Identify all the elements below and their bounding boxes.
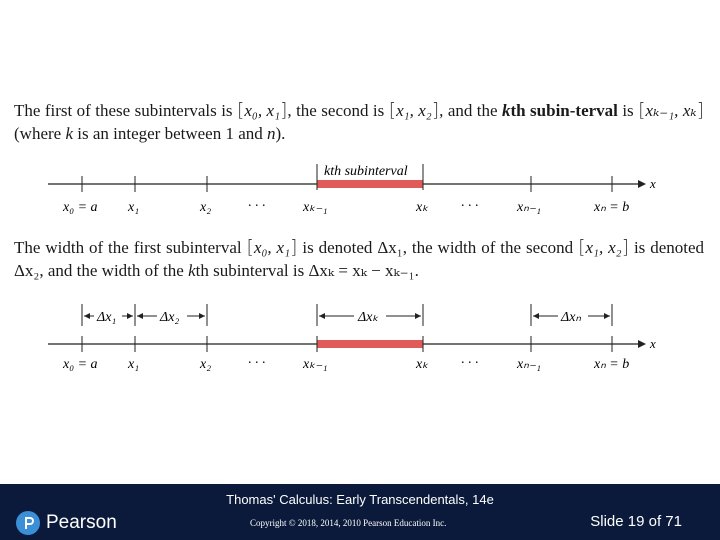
tick-x1: x₁ — [128, 357, 140, 372]
figure-subinterval-kth — [0, 160, 720, 230]
footer-bar — [0, 484, 720, 540]
text: ). — [275, 124, 286, 143]
width-dxn: Δxₙ — [561, 310, 582, 325]
axis-label: x — [650, 336, 656, 351]
tick-x0: x₀ = a — [63, 357, 98, 372]
text: The first of these subintervals is — [14, 101, 233, 120]
tick-xn-1: xₙ₋₁ — [517, 357, 542, 372]
text: (where — [14, 124, 62, 143]
figure-widths — [0, 300, 720, 370]
tick-xn-1: xₙ₋₁ — [517, 200, 542, 215]
text: th subinterval is Δxₖ = xₖ − xₖ₋₁. — [195, 261, 419, 280]
paragraph-widths: The width of the first subinterval [x₀, x₁] is denoted Δx₁, the width of the second [x₁, x₂] is denoted Δx₂, and the width of the kth subinterval is Δxₖ = xₖ − xₖ₋₁. — [14, 236, 705, 280]
tick-x0: x₀ = a — [63, 200, 98, 215]
interval-1: x₀, x₁ — [244, 101, 280, 120]
text: is an integer between 1 and — [77, 124, 263, 143]
slide-number: Slide 19 of 71 — [590, 513, 682, 530]
kth-subinterval-label: kth subinterval — [324, 164, 408, 179]
text: The width of the first subinterval — [14, 238, 242, 257]
interval-1: x₀, x₁ — [253, 238, 291, 257]
axis-label: x — [650, 176, 656, 191]
tick-xk-1: xₖ₋₁ — [303, 200, 328, 215]
pearson-wordmark: Pearson — [46, 512, 117, 533]
text: th subin-terval — [510, 101, 618, 120]
tick-x1: x₁ — [128, 200, 140, 215]
interval-2: x₁, x₂ — [396, 101, 432, 120]
text: is denoted Δx₂, and the width of the — [14, 238, 705, 280]
width-dx2: Δx₂ — [160, 310, 180, 325]
interval-2: x₁, x₂ — [585, 238, 622, 257]
k-variable: k — [65, 124, 73, 143]
copyright-text: Copyright © 2018, 2014, 2010 Pearson Education Inc. — [250, 518, 447, 528]
paragraph-subintervals: The first of these subintervals is [x₀, x₁], the second is [x₁, x₂], and the kth subin-terval is [xₖ₋₁, xₖ] (where k is an integer between 1 and n). — [14, 99, 705, 143]
tick-dots: . . . — [248, 352, 266, 367]
width-dxk: Δxₖ — [358, 310, 379, 325]
book-title: Thomas' Calculus: Early Transcendentals, 14e — [226, 492, 494, 507]
tick-xn: xₙ = b — [594, 357, 630, 372]
tick-xk-1: xₖ₋₁ — [303, 357, 328, 372]
tick-x2: x₂ — [200, 357, 212, 372]
tick-xn: xₙ = b — [594, 200, 630, 215]
text: is — [622, 101, 634, 120]
tick-dots: . . . — [461, 195, 479, 210]
text: , the second is — [287, 101, 385, 120]
tick-dots: . . . — [461, 352, 479, 367]
text: is denoted Δx₁, the width of the second — [302, 238, 574, 257]
k-variable: k — [188, 261, 196, 280]
width-dx1: Δx₁ — [97, 310, 117, 325]
kth-subinterval-highlight — [317, 180, 423, 188]
tick-xk: xₖ — [416, 200, 429, 215]
pearson-p-icon — [16, 511, 40, 535]
n-variable: n — [267, 124, 276, 143]
kth-subinterval-highlight — [317, 340, 423, 348]
k-variable: k — [502, 101, 511, 120]
interval-k: xₖ₋₁, xₖ — [645, 101, 697, 120]
tick-x2: x₂ — [200, 200, 212, 215]
tick-dots: . . . — [248, 195, 266, 210]
tick-xk: xₖ — [416, 357, 429, 372]
text: , and the — [439, 101, 498, 120]
